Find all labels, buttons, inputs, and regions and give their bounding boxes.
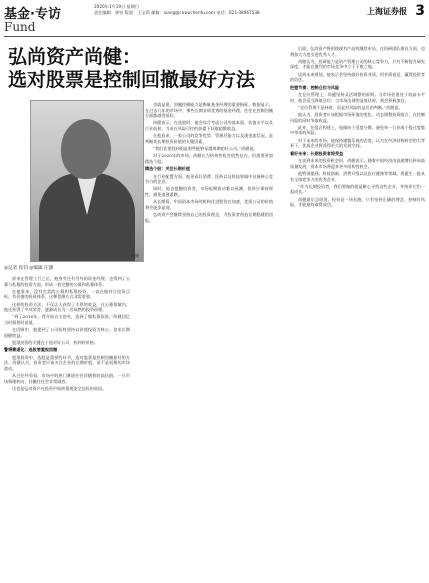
newspaper-name: 上海证券报: [367, 7, 407, 16]
header-divider: [4, 36, 425, 37]
paragraph: 从过往经验看，市场中的热门赛道往往伴随着较高估值，一旦市场情绪转向，回撤往往会非常剧烈。: [4, 373, 130, 384]
paragraph: 从长期看，中国资本市场的机构化进程仍在加速，优质公司的价值将会逐步显现。: [145, 199, 273, 210]
article-column-2: [145, 102, 273, 576]
paragraph: 原来在管理工行之后，他身旁还有另外的资金经理，也得到了公募与私募的投资方面，形成一套完整的公募和私募体系。: [4, 276, 130, 287]
paragraph: 他特别提到，科技创新、消费升级以及医疗健康等领域，将诞生一批具有全球竞争力的优秀企业。: [290, 171, 425, 182]
paragraph: 弘尚资产会继续坚持自己的投资理念，为投资者创造长期稳健的回报。: [145, 212, 273, 223]
paragraph: 尚健表示，在选股时，他会综合考虑公司的基本面、估值水平以及行业前景，力求在风险可控的前提下获取超额收益。: [145, 120, 273, 131]
headline-line-2: 选对股票是控制回撤最好方法: [8, 69, 256, 91]
header-editors: 责任编辑：崔钊 版面：王宝莉 邮箱：xiang@cnwuchenfu.com 电话：021-38967538: [94, 9, 260, 15]
article-headline: [8, 46, 268, 92]
paragraph: 这也是弘尚资产在投资中始终重视安全边际的原因。: [12, 386, 107, 392]
paragraph: 在他看来，没有完美的公募和私募投资，一直在做符合投资目标，有价值的投资体系，这种思维方式非常重要。: [4, 288, 130, 300]
subheading: 警惕赛道化：选股要重视回撤: [4, 347, 58, 353]
paragraph: 此外，在组合构建上，他倾向于适度分散，避免单一行业或个股过度集中带来的风险。: [290, 124, 425, 136]
paragraph: 股票投资中，选股是重要的环节，选对股票是控制回撤最好的方法。尚健认为，投资者应该关注企业的长期价值，而不是短期的市场波动。: [4, 354, 130, 371]
paragraph: 谈到未来规划，他表示会坚持做好投资业绩，用业绩说话，赢得投资者的信任。: [290, 71, 425, 83]
byline: ◎记者 崔钊 ◎编辑 汪潇: [4, 266, 54, 271]
paragraph: 尚健最后总结说，投资是一场长跑，只有坚持正确的理念，控制好风险，才能最终取得成功。: [290, 196, 425, 208]
portrait-photo: [30, 100, 144, 262]
subheading: 看好未来：长期投资者将受益: [290, 150, 344, 156]
page-header: [0, 0, 429, 40]
article-column-3: [290, 46, 425, 576]
paragraph: “仓位管理不是择时，而是对风险收益比的判断。”尚健说。: [298, 104, 403, 110]
paragraph: 这样的投资方法，不仅让人获得了丰厚的收益，在公募领域内，他还获得了多项荣誉，逐渐成长为一名成熟的投资经理。: [4, 301, 130, 313]
paragraph: 股票投资的关键在于选对好公司、找到好价格。: [12, 339, 98, 345]
paragraph: 对于未来的市场，他保持谨慎乐观的态度，认为在经济结构转型的大背景下，优质企业将获得更大的发展空间。: [290, 137, 425, 149]
paragraph: 尚健认为，投研能力是资产管理公司的核心竞争力，只有不断提升研究深度，才能在激烈的市场竞争中立于不败之地。: [290, 58, 425, 70]
paragraph: 也就是说，回撤控制能力是衡量基金经理的重要指标。数据显示，在过去几年的市场中，那些长期业绩优秀的基金经理，往往在控制回撤方面都做得很好。: [145, 102, 273, 118]
paragraph: 在谈到未来的投资机会时，尚健表示，随着中国经济由高速增长转向高质量发展，资本市场将迎来更多结构性机会。: [290, 158, 425, 169]
header-meta: [94, 4, 324, 15]
paragraph: “我们希望找到的是那些能够穿越周期的好公司。”尚健说。: [153, 145, 258, 151]
subheading: 精选个股：关注长期价值: [145, 166, 191, 172]
photo-caption: 尚健: [131, 253, 139, 258]
paragraph: “到了2016年，我开始自主创业，选择了做私募投资。”尚健回忆当时情景时说道。: [4, 314, 130, 325]
paragraph: 在他看来，一家公司的竞争优势、管理层能力以及现金流状况，是判断其长期投资价值的关键因素。: [145, 133, 273, 144]
section-title: 基金·专访: [4, 7, 61, 22]
headline-line-1: 弘尚资产尚健：: [8, 46, 142, 68]
paragraph: 同时，他也提醒投资者，市场短期波动难以预测，投资应保持理性，避免追涨杀跌。: [145, 186, 273, 197]
subheading: 把握节奏：控制仓位与风险: [290, 84, 340, 90]
portrait-head: [61, 119, 111, 179]
paragraph: 在回顾中，他提到了公司始终坚持以价值投资为核心，追求长期稳健收益。: [4, 327, 130, 338]
paragraph: 他认为，投资者应该根据市场环境的变化，动态调整投资组合，在控制风险的同时争取收益。: [290, 112, 425, 123]
paragraph: 在行业配置方面，他更看好消费、医药以及科技领域中具备核心竞争力的企业。: [145, 173, 273, 185]
paragraph: 对于2020年的市场，尚健认为结构性机会依然存在，但需要更加精选个股。: [145, 153, 273, 164]
paragraph: 在仓位管理上，尚健坚持灵活调整的原则。当市场估值处于较高水平时，他会适当降低仓位；当市场出现明显低估时，则会积极加仓。: [290, 92, 425, 103]
article-column-1: [4, 276, 130, 576]
paragraph: 后面，弘尚资产将围绕现有产品线继续布局，在投研团队建设方面，也将加大力度引进优秀人才。: [290, 46, 425, 57]
page-number: 3: [415, 3, 425, 19]
section-title-en: Fund: [4, 20, 36, 34]
paragraph: “作为长期投资者，我们要做的就是耐心寻找这些企业，并陪伴它们一起成长。”: [290, 183, 425, 195]
header-date: 2020年1月19日 星期日: [94, 4, 140, 9]
